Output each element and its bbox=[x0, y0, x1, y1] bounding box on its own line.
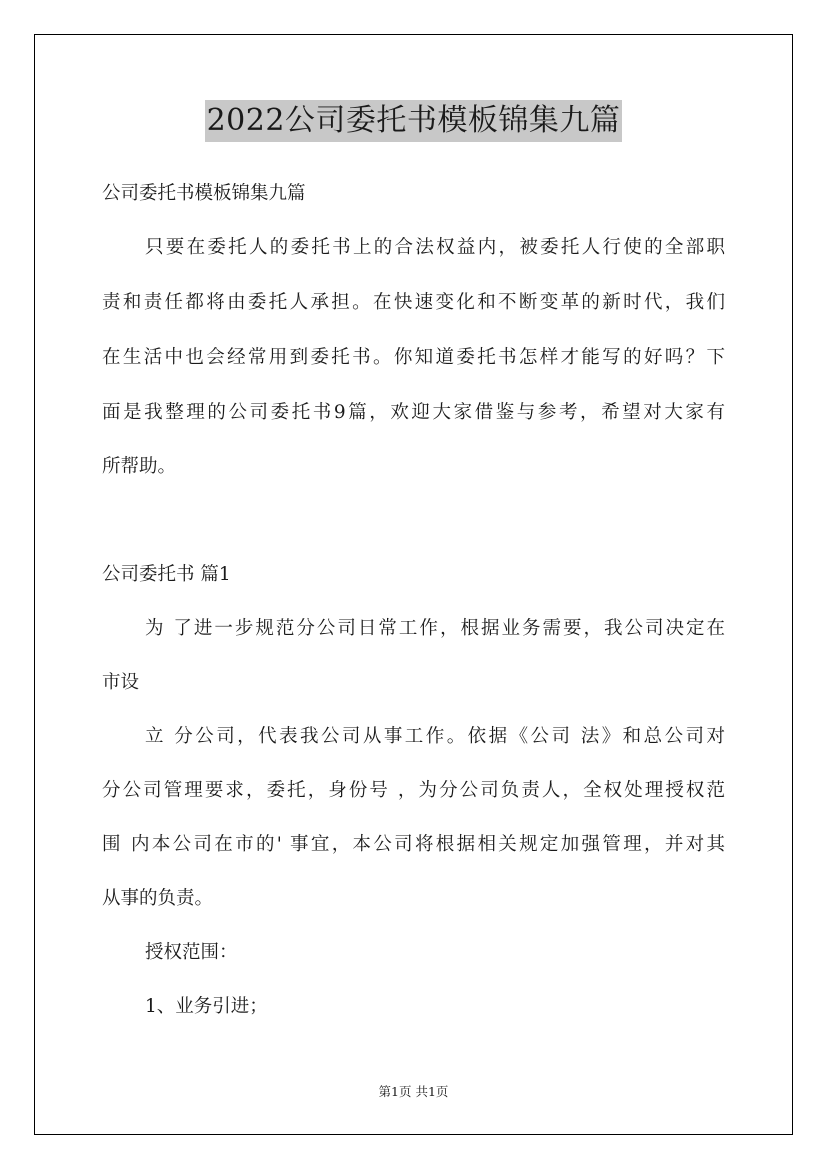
document-title: 2022公司委托书模板锦集九篇 bbox=[205, 100, 623, 142]
intro-line-3: 在生活中也会经常用到委托书。你知道委托书怎样才能写的好吗？下 bbox=[102, 347, 725, 368]
section1-heading: 公司委托书 篇1 bbox=[102, 564, 231, 585]
intro-line-5: 所帮助。 bbox=[102, 456, 177, 477]
intro-line-2: 责和责任都将由委托人承担。在快速变化和不断变革的新时代，我们 bbox=[102, 292, 725, 313]
page-footer: 第1页 共1页 bbox=[378, 1084, 449, 1099]
document-subtitle: 公司委托书模板锦集九篇 bbox=[102, 183, 306, 204]
section1-line-7: 授权范围： bbox=[145, 942, 238, 963]
section1-line-5: 围 内本公司在市的' 事宜，本公司将根据相关规定加强管理，并对其 bbox=[102, 834, 725, 855]
section1-line-1: 为 了进一步规范分公司日常工作，根据业务需要，我公司决定在 bbox=[145, 618, 725, 639]
title-wrap bbox=[0, 100, 827, 142]
intro-line-1: 只要在委托人的委托书上的合法权益内，被委托人行使的全部职 bbox=[145, 237, 725, 258]
section1-line-2: 市设 bbox=[102, 672, 140, 693]
intro-line-4: 面是我整理的公司委托书9篇，欢迎大家借鉴与参考，希望对大家有 bbox=[102, 402, 725, 423]
section1-line-8: 1、业务引进； bbox=[145, 996, 268, 1017]
section1-line-4: 分公司管理要求，委托，身份号 ，为分公司负责人，全权处理授权范 bbox=[102, 780, 725, 801]
section1-line-3: 立 分公司，代表我公司从事工作。依据《公司 法》和总公司对 bbox=[145, 726, 725, 747]
section1-line-6: 从事的负责。 bbox=[102, 888, 214, 909]
